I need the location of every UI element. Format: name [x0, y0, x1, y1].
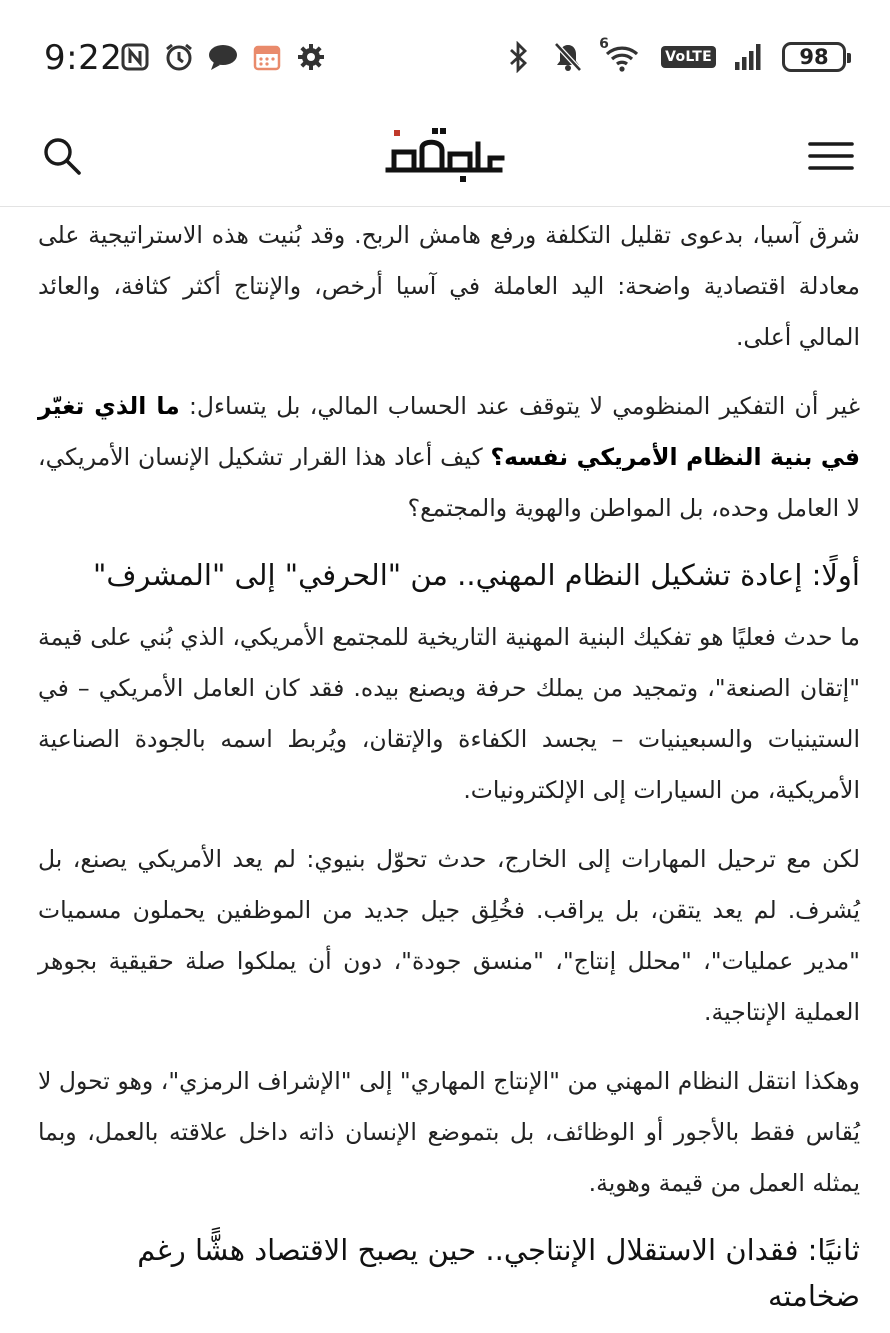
article-body [38, 206, 860, 1333]
calendar-icon [250, 40, 284, 74]
cell-signal-icon [732, 40, 766, 74]
nfc-icon [118, 40, 152, 74]
article-paragraph-1: شرق آسيا، بدعوى تقليل التكلفة ورفع هامش الربح. وقد بُنيت هذه الاستراتيجية على معادلة اقتصادية واضحة: اليد العاملة في آسيا أرخص، والإنتاج أكثر كثافة، والعائد المالي أعلى. [38, 221, 860, 351]
article-paragraph-3: ما حدث فعليًا هو تفكيك البنية المهنية التاريخية للمجتمع الأمريكي، الذي بُني على قيمة "إتقان الصنعة"، وتمجيد من يملك حرفة ويصنع بيده. فقد كان العامل الأمريكي – في الستينيات والسبعينيات – يجسد الكفاءة والإتقان، ويُربط اسمه بالجودة الصناعية الأمريكية، من السيارات إلى الإلكترونيات. [38, 623, 860, 804]
app-header [0, 112, 890, 207]
system-icons [501, 36, 846, 74]
search-icon [38, 132, 86, 180]
section-heading-1: أولًا: إعادة تشكيل النظام المهني.. من "الحرفي" إلى "المشرف" [93, 558, 860, 592]
article-paragraph-4: لكن مع ترحيل المهارات إلى الخارج، حدث تحوّل بنيوي: لم يعد الأمريكي يصنع، بل يُشرف. لم يعد يتقن، بل يراقب. فخُلِق جيل جديد من الموظفين يحملون مسميات "مدير عمليات"، "محلل إنتاج"، "منسق جودة"، دون أن يملكوا صلة حقيقية بجوهر العملية الإنتاجية. [38, 845, 860, 1026]
search-button[interactable] [38, 132, 86, 180]
paragraph-2-intro: غير أن التفكير المنظومي لا يتوقف عند الحساب المالي، بل يتساءل: [179, 392, 860, 420]
settings-gear-icon [294, 40, 328, 74]
article-paragraph-2 [38, 381, 860, 534]
section-heading-2: ثانيًا: فقدان الاستقلال الإنتاجي.. حين يصبح الاقتصاد هشًّا رغم ضخامته [137, 1233, 860, 1313]
paragraph-2-highlight: ما الذي تغيّر في بنية النظام الأمريكي نفسه؟ [38, 392, 860, 471]
paragraph-2-rest: كيف أعاد هذا القرار تشكيل الإنسان الأمريكي، لا العامل وحده، بل المواطن والهوية والمجتمع؟ [38, 443, 860, 522]
battery-icon: 98 [782, 42, 846, 72]
status-bar [0, 0, 890, 120]
article-paragraph-5: وهكذا انتقل النظام المهني من "الإنتاج المهاري" إلى "الإشراف الرمزي"، وهو تحول لا يُقاس فقط بالأجور أو الوظائف، بل بتموضع الإنسان ذاته داخل علاقته بالعمل، وبما يمثله العمل من قيمة وهوية. [38, 1067, 860, 1197]
alarm-icon [162, 40, 196, 74]
hamburger-menu-icon [806, 132, 856, 180]
bluetooth-icon [501, 40, 535, 74]
site-logo[interactable] [380, 122, 510, 184]
wifi-generation-label: 6 [599, 36, 609, 52]
volte-badge: VoLTE [661, 46, 716, 68]
wifi-icon [599, 36, 645, 74]
menu-button[interactable] [806, 132, 856, 180]
silent-bell-icon [551, 40, 585, 74]
chat-bubble-icon [206, 40, 240, 74]
clock: 9:22 [44, 38, 123, 78]
notification-icons [118, 40, 328, 74]
